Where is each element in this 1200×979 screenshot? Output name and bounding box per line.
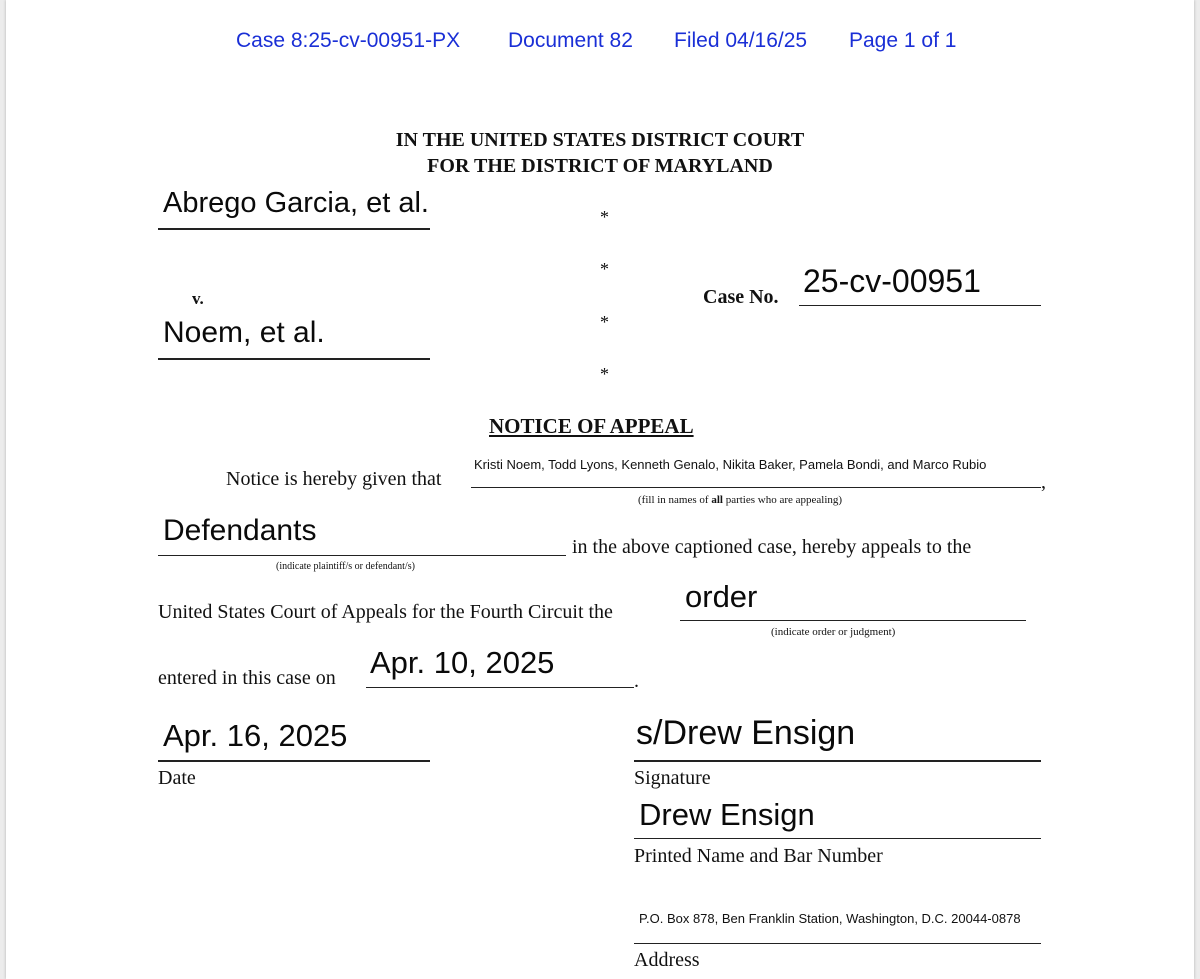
header-filed-date: Filed 04/16/25: [674, 29, 808, 52]
date-label: Date: [158, 767, 196, 789]
entered-date-line: [366, 687, 634, 688]
document-page: [6, 0, 1194, 979]
header-document-number: Document 82: [508, 29, 633, 52]
header-case-number: Case 8:25-cv-00951-PX: [236, 29, 461, 52]
parties-hint-pre: (fill in names of: [638, 494, 712, 506]
header-page-count: Page 1 of 1: [849, 29, 957, 52]
address-line: [634, 943, 1041, 944]
address-label: Address: [634, 949, 700, 971]
printed-name-label: Printed Name and Bar Number: [634, 845, 883, 867]
address-value: P.O. Box 878, Ben Franklin Station, Washington, D.C. 20044-0878: [639, 911, 1021, 926]
printed-name-line: [634, 838, 1041, 839]
date-line: [158, 760, 430, 762]
entered-text: entered in this case on: [158, 667, 336, 689]
signature-label: Signature: [634, 767, 711, 789]
parties-hint: [638, 494, 842, 506]
parties-comma: ,: [1041, 471, 1046, 493]
case-no-value: 25-cv-00951: [803, 263, 981, 299]
party-type-hint: (indicate plaintiff/s or defendant/s): [276, 561, 415, 572]
caption-star-2: *: [600, 259, 609, 279]
order-type-line: [680, 620, 1026, 621]
order-hint: (indicate order or judgment): [771, 626, 896, 638]
court-title-line2: FOR THE DISTRICT OF MARYLAND: [427, 155, 773, 177]
date-value: Apr. 16, 2025: [163, 718, 348, 753]
case-no-line: [799, 305, 1041, 306]
entered-date: Apr. 10, 2025: [370, 645, 555, 680]
notice-given-text: Notice is hereby given that: [226, 468, 442, 490]
plaintiff-line: [158, 228, 430, 230]
plaintiff-name: Abrego Garcia, et al.: [163, 187, 429, 219]
defendant-name: Noem, et al.: [163, 316, 325, 349]
caption-star-1: *: [600, 207, 609, 227]
order-type: order: [685, 579, 758, 614]
captioned-case-text: in the above captioned case, hereby appeals to the: [572, 536, 972, 558]
appealing-parties-line: [471, 487, 1041, 488]
printed-name: Drew Ensign: [639, 797, 815, 832]
entered-period: .: [634, 670, 639, 692]
appealing-parties: Kristi Noem, Todd Lyons, Kenneth Genalo, Nikita Baker, Pamela Bondi, and Marco Rubio: [474, 457, 987, 472]
parties-hint-post: parties who are appealing): [722, 494, 843, 506]
party-type-line: [158, 555, 566, 556]
signature-line: [634, 760, 1041, 762]
court-title-line1: IN THE UNITED STATES DISTRICT COURT: [395, 129, 805, 151]
party-type: Defendants: [163, 514, 317, 547]
parties-hint-bold: all: [711, 494, 723, 506]
case-no-label: Case No.: [703, 286, 779, 308]
versus: v.: [192, 289, 204, 308]
signature-value: s/Drew Ensign: [636, 714, 856, 752]
court-of-appeals-text: United States Court of Appeals for the Fourth Circuit the: [158, 601, 613, 623]
defendant-line: [158, 358, 430, 360]
caption-star-3: *: [600, 312, 609, 332]
caption-star-4: *: [600, 364, 609, 384]
notice-title: NOTICE OF APPEAL: [489, 414, 694, 438]
